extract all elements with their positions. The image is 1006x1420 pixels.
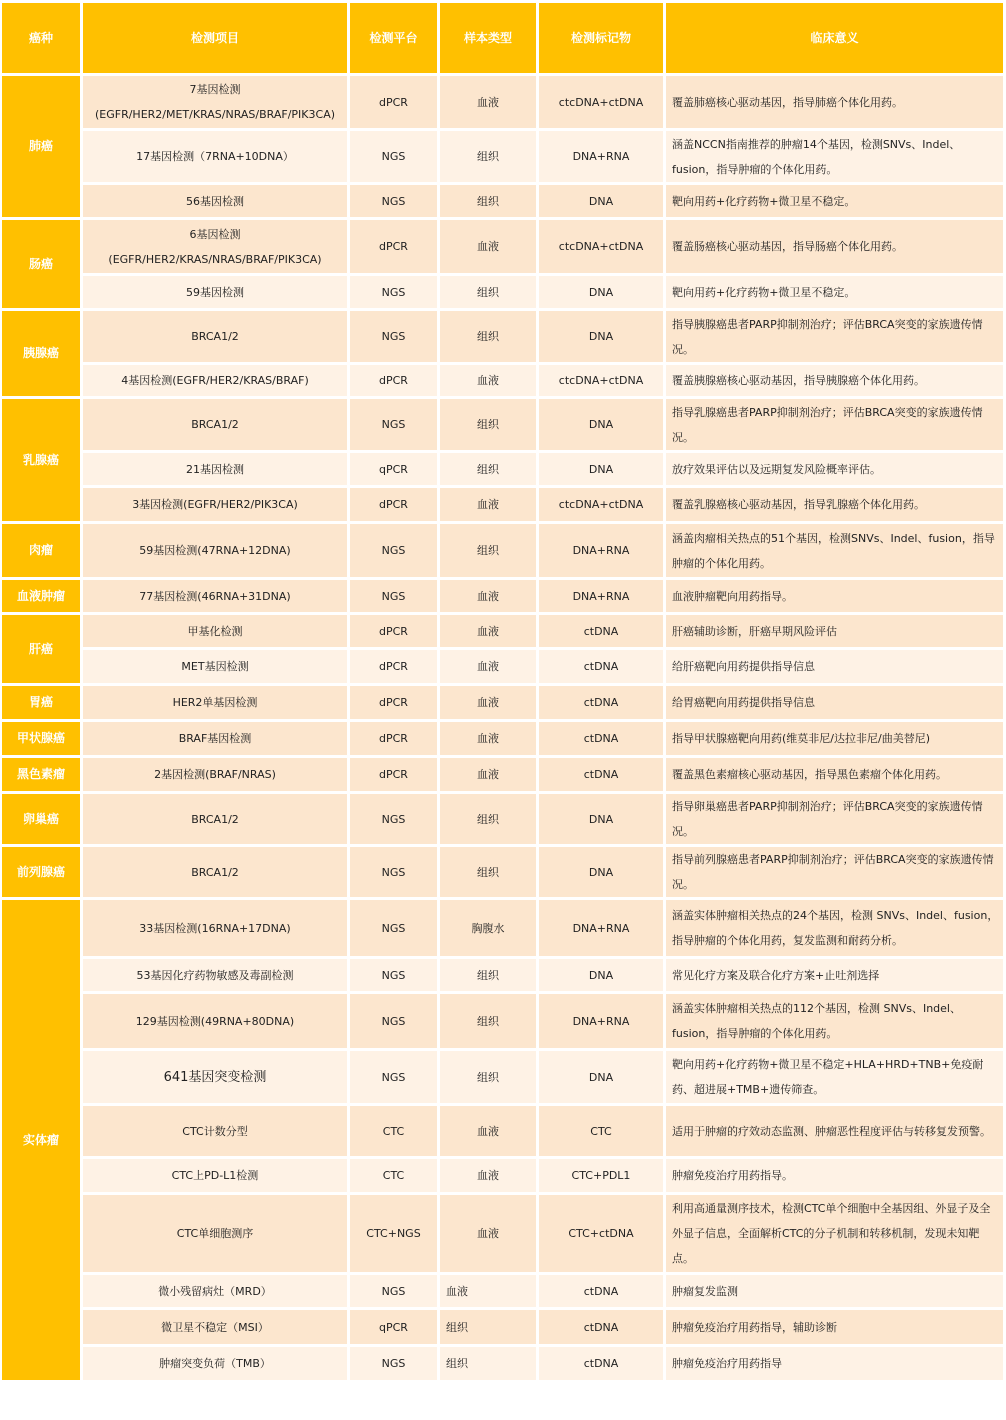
sample-type-cell: 血液 bbox=[440, 1195, 536, 1272]
marker-cell: DNA+RNA bbox=[539, 994, 663, 1048]
clinical-significance-cell: 涵盖实体肿瘤相关热点的24个基因，检测 SNVs、Indel、fusion，指导肿瘤的个体化用药，复发监测和耐药分析。 bbox=[666, 900, 1003, 956]
test-item-cell: 肿瘤突变负荷（TMB） bbox=[83, 1347, 347, 1380]
sample-type-cell: 血液 bbox=[440, 1106, 536, 1156]
sample-type-cell: 血液 bbox=[440, 615, 536, 647]
marker-cell: ctDNA bbox=[539, 615, 663, 647]
sample-type-cell: 胸腹水 bbox=[440, 900, 536, 956]
platform-cell: qPCR bbox=[350, 453, 437, 485]
platform-cell: NGS bbox=[350, 399, 437, 450]
table-row bbox=[2, 399, 1003, 450]
clinical-significance-cell: 覆盖胰腺癌核心驱动基因，指导胰腺癌个体化用药。 bbox=[666, 365, 1003, 396]
platform-cell: CTC bbox=[350, 1106, 437, 1156]
table-row bbox=[2, 580, 1003, 612]
test-item-cell: MET基因检测 bbox=[83, 650, 347, 683]
platform-cell: qPCR bbox=[350, 1310, 437, 1344]
platform-cell: NGS bbox=[350, 524, 437, 577]
table-row bbox=[2, 524, 1003, 577]
platform-cell: dPCR bbox=[350, 615, 437, 647]
sample-type-cell: 血液 bbox=[440, 488, 536, 521]
header-sample-type: 样本类型 bbox=[440, 3, 536, 73]
test-item-cell: BRCA1/2 bbox=[83, 399, 347, 450]
header-row bbox=[2, 3, 1003, 73]
test-item-cell: 33基因检测(16RNA+17DNA) bbox=[83, 900, 347, 956]
header-marker: 检测标记物 bbox=[539, 3, 663, 73]
marker-cell: DNA+RNA bbox=[539, 524, 663, 577]
cancer-type-cell: 甲状腺癌 bbox=[2, 722, 80, 755]
platform-cell: CTC+NGS bbox=[350, 1195, 437, 1272]
table-row bbox=[2, 488, 1003, 521]
clinical-significance-cell: 涵盖肉瘤相关热点的51个基因，检测SNVs、Indel、fusion，指导肿瘤的个体化用药。 bbox=[666, 524, 1003, 577]
test-item-cell: 17基因检测（7RNA+10DNA） bbox=[83, 131, 347, 182]
sample-type-cell: 组织 bbox=[440, 131, 536, 182]
marker-cell: ctDNA bbox=[539, 686, 663, 719]
marker-cell: DNA bbox=[539, 453, 663, 485]
table-row bbox=[2, 650, 1003, 683]
table-row bbox=[2, 686, 1003, 719]
platform-cell: NGS bbox=[350, 580, 437, 612]
cancer-type-cell: 卵巢癌 bbox=[2, 794, 80, 844]
test-item-cell: 129基因检测(49RNA+80DNA) bbox=[83, 994, 347, 1048]
sample-type-cell: 血液 bbox=[440, 1275, 536, 1307]
sample-type-cell: 血液 bbox=[440, 580, 536, 612]
clinical-significance-cell: 靶向用药+化疗药物+微卫星不稳定。 bbox=[666, 276, 1003, 308]
sample-type-cell: 血液 bbox=[440, 686, 536, 719]
marker-cell: CTC+ctDNA bbox=[539, 1195, 663, 1272]
marker-cell: DNA bbox=[539, 276, 663, 308]
table-row bbox=[2, 994, 1003, 1048]
clinical-significance-cell: 给胃癌靶向用药提供指导信息 bbox=[666, 686, 1003, 719]
table-row bbox=[2, 185, 1003, 217]
cancer-type-cell: 胰腺癌 bbox=[2, 311, 80, 396]
table-row bbox=[2, 1051, 1003, 1103]
platform-cell: dPCR bbox=[350, 488, 437, 521]
header-test-item: 检测项目 bbox=[83, 3, 347, 73]
test-item-cell: 微卫星不稳定（MSI） bbox=[83, 1310, 347, 1344]
clinical-significance-cell: 常见化疗方案及联合化疗方案+止吐剂选择 bbox=[666, 959, 1003, 991]
test-item-cell: 53基因化疗药物敏感及毒副检测 bbox=[83, 959, 347, 991]
marker-cell: ctcDNA+ctDNA bbox=[539, 220, 663, 273]
sample-type-cell: 组织 bbox=[440, 1051, 536, 1103]
test-item-cell: 6基因检测 (EGFR/HER2/KRAS/NRAS/BRAF/PIK3CA) bbox=[83, 220, 347, 273]
platform-cell: dPCR bbox=[350, 758, 437, 791]
sample-type-cell: 组织 bbox=[440, 1310, 536, 1344]
clinical-significance-cell: 指导前列腺癌患者PARP抑制剂治疗；评估BRCA突变的家族遗传情况。 bbox=[666, 847, 1003, 897]
platform-cell: NGS bbox=[350, 959, 437, 991]
cancer-type-cell: 胃癌 bbox=[2, 686, 80, 719]
header-clinical-significance: 临床意义 bbox=[666, 3, 1003, 73]
platform-cell: dPCR bbox=[350, 76, 437, 128]
table-row bbox=[2, 1159, 1003, 1192]
platform-cell: NGS bbox=[350, 185, 437, 217]
table-row bbox=[2, 276, 1003, 308]
header-platform: 检测平台 bbox=[350, 3, 437, 73]
table-row bbox=[2, 453, 1003, 485]
clinical-significance-cell: 肿瘤复发监测 bbox=[666, 1275, 1003, 1307]
marker-cell: DNA bbox=[539, 1051, 663, 1103]
marker-cell: ctDNA bbox=[539, 650, 663, 683]
platform-cell: CTC bbox=[350, 1159, 437, 1192]
test-item-cell: 59基因检测 bbox=[83, 276, 347, 308]
sample-type-cell: 血液 bbox=[440, 365, 536, 396]
table-row bbox=[2, 1195, 1003, 1272]
sample-type-cell: 组织 bbox=[440, 453, 536, 485]
table-row bbox=[2, 220, 1003, 273]
table-row bbox=[2, 900, 1003, 956]
platform-cell: dPCR bbox=[350, 686, 437, 719]
platform-cell: NGS bbox=[350, 1275, 437, 1307]
cancer-type-cell: 肝癌 bbox=[2, 615, 80, 683]
test-item-cell: BRCA1/2 bbox=[83, 847, 347, 897]
marker-cell: ctDNA bbox=[539, 1347, 663, 1380]
platform-cell: NGS bbox=[350, 131, 437, 182]
sample-type-cell: 血液 bbox=[440, 76, 536, 128]
sample-type-cell: 组织 bbox=[440, 311, 536, 362]
marker-cell: ctDNA bbox=[539, 722, 663, 755]
clinical-significance-cell: 给肝癌靶向用药提供指导信息 bbox=[666, 650, 1003, 683]
clinical-significance-cell: 血液肿瘤靶向用药指导。 bbox=[666, 580, 1003, 612]
marker-cell: CTC bbox=[539, 1106, 663, 1156]
platform-cell: NGS bbox=[350, 311, 437, 362]
platform-cell: dPCR bbox=[350, 365, 437, 396]
table-row bbox=[2, 722, 1003, 755]
clinical-significance-cell: 肝癌辅助诊断，肝癌早期风险评估 bbox=[666, 615, 1003, 647]
clinical-significance-cell: 指导胰腺癌患者PARP抑制剂治疗；评估BRCA突变的家族遗传情况。 bbox=[666, 311, 1003, 362]
platform-cell: NGS bbox=[350, 847, 437, 897]
clinical-significance-cell: 肿瘤免疫治疗用药指导，辅助诊断 bbox=[666, 1310, 1003, 1344]
marker-cell: ctcDNA+ctDNA bbox=[539, 365, 663, 396]
table-row bbox=[2, 758, 1003, 791]
marker-cell: ctcDNA+ctDNA bbox=[539, 76, 663, 128]
platform-cell: dPCR bbox=[350, 722, 437, 755]
clinical-significance-cell: 覆盖肺癌核心驱动基因，指导肺癌个体化用药。 bbox=[666, 76, 1003, 128]
test-item-cell: 21基因检测 bbox=[83, 453, 347, 485]
table-row bbox=[2, 1310, 1003, 1344]
test-item-cell: BRCA1/2 bbox=[83, 311, 347, 362]
clinical-significance-cell: 涵盖NCCN指南推荐的肿瘤14个基因，检测SNVs、Indel、fusion，指导肿瘤的个体化用药。 bbox=[666, 131, 1003, 182]
marker-cell: DNA+RNA bbox=[539, 900, 663, 956]
sample-type-cell: 血液 bbox=[440, 1159, 536, 1192]
cancer-type-cell: 肠癌 bbox=[2, 220, 80, 308]
table-body bbox=[2, 76, 1003, 1380]
sample-type-cell: 血液 bbox=[440, 722, 536, 755]
table-row bbox=[2, 131, 1003, 182]
platform-cell: dPCR bbox=[350, 220, 437, 273]
clinical-significance-cell: 肿瘤免疫治疗用药指导。 bbox=[666, 1159, 1003, 1192]
test-item-cell: 641基因突变检测 bbox=[83, 1051, 347, 1103]
marker-cell: ctDNA bbox=[539, 1310, 663, 1344]
table-row bbox=[2, 847, 1003, 897]
test-item-cell: CTC单细胞测序 bbox=[83, 1195, 347, 1272]
sample-type-cell: 组织 bbox=[440, 185, 536, 217]
clinical-significance-cell: 利用高通量测序技术，检测CTC单个细胞中全基因组、外显子及全外显子信息，全面解析CTC的分子机制和转移机制，发现未知靶点。 bbox=[666, 1195, 1003, 1272]
marker-cell: DNA bbox=[539, 311, 663, 362]
platform-cell: NGS bbox=[350, 1347, 437, 1380]
test-item-cell: CTC上PD-L1检测 bbox=[83, 1159, 347, 1192]
cancer-type-cell: 前列腺癌 bbox=[2, 847, 80, 897]
test-item-cell: 甲基化检测 bbox=[83, 615, 347, 647]
cancer-type-cell: 肉瘤 bbox=[2, 524, 80, 577]
cancer-type-cell: 乳腺癌 bbox=[2, 399, 80, 521]
sample-type-cell: 组织 bbox=[440, 794, 536, 844]
cancer-type-cell: 实体瘤 bbox=[2, 900, 80, 1380]
sample-type-cell: 组织 bbox=[440, 399, 536, 450]
platform-cell: NGS bbox=[350, 1051, 437, 1103]
clinical-significance-cell: 覆盖肠癌核心驱动基因，指导肠癌个体化用药。 bbox=[666, 220, 1003, 273]
marker-cell: DNA bbox=[539, 794, 663, 844]
clinical-significance-cell: 肿瘤免疫治疗用药指导 bbox=[666, 1347, 1003, 1380]
sample-type-cell: 血液 bbox=[440, 758, 536, 791]
platform-cell: NGS bbox=[350, 994, 437, 1048]
table-row bbox=[2, 76, 1003, 128]
sample-type-cell: 组织 bbox=[440, 524, 536, 577]
test-item-cell: HER2单基因检测 bbox=[83, 686, 347, 719]
cancer-type-cell: 黑色素瘤 bbox=[2, 758, 80, 791]
clinical-significance-cell: 指导乳腺癌患者PARP抑制剂治疗；评估BRCA突变的家族遗传情况。 bbox=[666, 399, 1003, 450]
clinical-significance-cell: 覆盖黑色素瘤核心驱动基因，指导黑色素瘤个体化用药。 bbox=[666, 758, 1003, 791]
cancer-type-cell: 肺癌 bbox=[2, 76, 80, 217]
cancer-type-cell: 血液肿瘤 bbox=[2, 580, 80, 612]
clinical-significance-cell: 靶向用药+化疗药物+微卫星不稳定。 bbox=[666, 185, 1003, 217]
marker-cell: ctDNA bbox=[539, 1275, 663, 1307]
clinical-significance-cell: 放疗效果评估以及远期复发风险概率评估。 bbox=[666, 453, 1003, 485]
marker-cell: DNA bbox=[539, 185, 663, 217]
test-item-cell: 4基因检测(EGFR/HER2/KRAS/BRAF) bbox=[83, 365, 347, 396]
table-row bbox=[2, 365, 1003, 396]
test-item-cell: 56基因检测 bbox=[83, 185, 347, 217]
platform-cell: NGS bbox=[350, 900, 437, 956]
clinical-significance-cell: 覆盖乳腺癌核心驱动基因，指导乳腺癌个体化用药。 bbox=[666, 488, 1003, 521]
test-item-cell: 2基因检测(BRAF/NRAS) bbox=[83, 758, 347, 791]
marker-cell: CTC+PDL1 bbox=[539, 1159, 663, 1192]
test-item-cell: 77基因检测(46RNA+31DNA) bbox=[83, 580, 347, 612]
sample-type-cell: 血液 bbox=[440, 650, 536, 683]
test-item-cell: 微小残留病灶（MRD） bbox=[83, 1275, 347, 1307]
test-item-cell: 7基因检测 (EGFR/HER2/MET/KRAS/NRAS/BRAF/PIK3CA) bbox=[83, 76, 347, 128]
test-item-cell: BRAF基因检测 bbox=[83, 722, 347, 755]
sample-type-cell: 组织 bbox=[440, 1347, 536, 1380]
table-row bbox=[2, 1347, 1003, 1380]
marker-cell: DNA bbox=[539, 399, 663, 450]
clinical-significance-cell: 指导甲状腺癌靶向用药(维莫非尼/达拉非尼/曲美替尼) bbox=[666, 722, 1003, 755]
sample-type-cell: 组织 bbox=[440, 994, 536, 1048]
sample-type-cell: 组织 bbox=[440, 959, 536, 991]
sample-type-cell: 组织 bbox=[440, 276, 536, 308]
table-row bbox=[2, 1106, 1003, 1156]
clinical-significance-cell: 指导卵巢癌患者PARP抑制剂治疗；评估BRCA突变的家族遗传情况。 bbox=[666, 794, 1003, 844]
clinical-significance-cell: 适用于肿瘤的疗效动态监测、肿瘤恶性程度评估与转移复发预警。 bbox=[666, 1106, 1003, 1156]
marker-cell: DNA bbox=[539, 959, 663, 991]
marker-cell: DNA bbox=[539, 847, 663, 897]
test-item-cell: BRCA1/2 bbox=[83, 794, 347, 844]
marker-cell: ctcDNA+ctDNA bbox=[539, 488, 663, 521]
table-row bbox=[2, 615, 1003, 647]
table-row bbox=[2, 794, 1003, 844]
table-row bbox=[2, 311, 1003, 362]
platform-cell: NGS bbox=[350, 276, 437, 308]
platform-cell: NGS bbox=[350, 794, 437, 844]
marker-cell: DNA+RNA bbox=[539, 131, 663, 182]
clinical-significance-cell: 靶向用药+化疗药物+微卫星不稳定+HLA+HRD+TNB+免疫耐药、超进展+TMB+遗传筛查。 bbox=[666, 1051, 1003, 1103]
test-item-cell: 59基因检测(47RNA+12DNA) bbox=[83, 524, 347, 577]
sample-type-cell: 组织 bbox=[440, 847, 536, 897]
header-cancer-type: 癌种 bbox=[2, 3, 80, 73]
marker-cell: ctDNA bbox=[539, 758, 663, 791]
platform-cell: dPCR bbox=[350, 650, 437, 683]
marker-cell: DNA+RNA bbox=[539, 580, 663, 612]
test-item-cell: 3基因检测(EGFR/HER2/PIK3CA) bbox=[83, 488, 347, 521]
table-row bbox=[2, 959, 1003, 991]
test-item-cell: CTC计数分型 bbox=[83, 1106, 347, 1156]
sample-type-cell: 血液 bbox=[440, 220, 536, 273]
table-row bbox=[2, 1275, 1003, 1307]
clinical-significance-cell: 涵盖实体肿瘤相关热点的112个基因，检测 SNVs、Indel、fusion，指导肿瘤的个体化用药。 bbox=[666, 994, 1003, 1048]
